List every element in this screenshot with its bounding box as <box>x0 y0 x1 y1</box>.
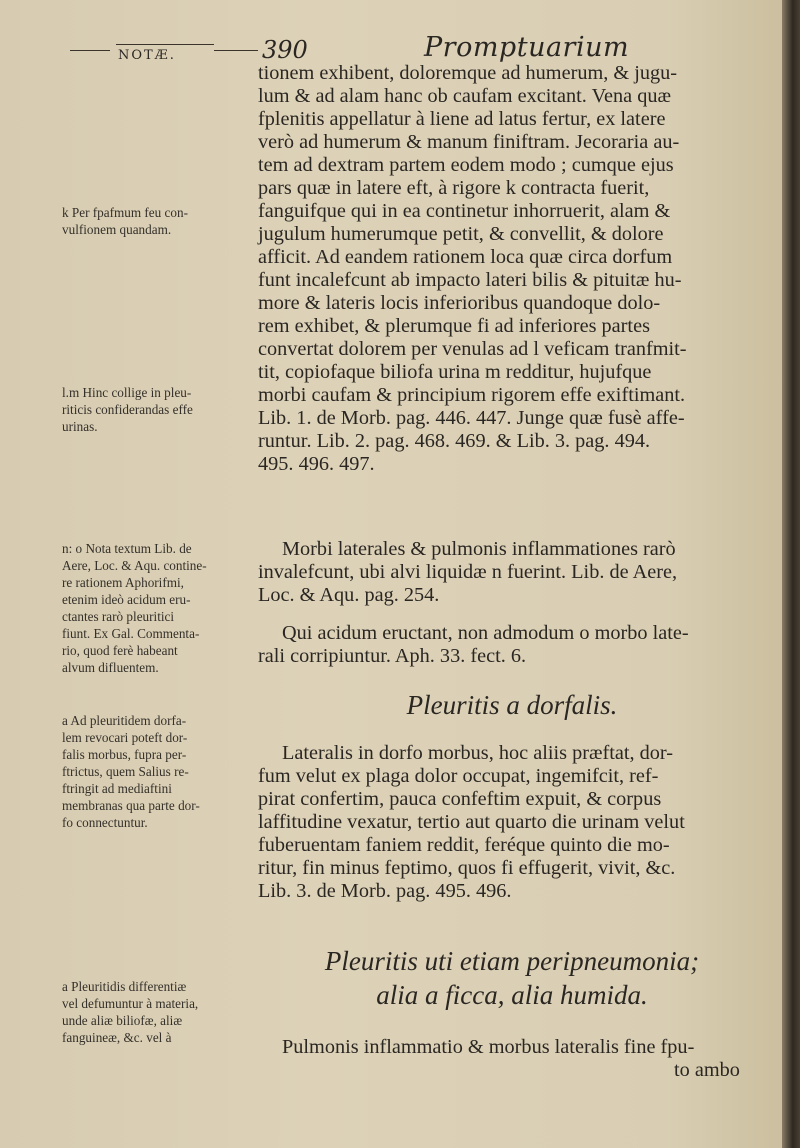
text-line: Lib. 3. de Morb. pag. 495. 496. <box>258 880 512 902</box>
paragraph-2 <box>258 538 766 607</box>
text-line: jugulum humerumque petit, & convellit, & dolore <box>258 223 664 245</box>
note-line: etenim ideò acidum eru- <box>62 592 191 607</box>
note-line: falis morbus, fupra per- <box>62 747 187 762</box>
note-line: ftrictus, quem Salius re- <box>62 764 189 779</box>
heading-text: Pleuritis uti etiam peripneumonia; <box>324 946 700 976</box>
note-line: vel defumuntur à materia, <box>62 996 199 1011</box>
note-line: l.m Hinc collige in pleu- <box>62 385 192 400</box>
paragraph-1 <box>258 62 766 476</box>
text-line: Qui acidum eructant, non admodum o morbo late- <box>282 622 689 644</box>
text-line: pirat confertim, pauca confeftim expuit, & corpus <box>258 788 662 810</box>
text-line: rem exhibet, & plerumque fi ad inferiores partes <box>258 315 650 337</box>
text-line: morbi caufam & principium rigorem effe exiftimant. <box>258 384 686 406</box>
text-line: Pulmonis inflammatio & morbus lateralis fine fpu- <box>282 1036 695 1058</box>
text-line: more & lateris locis inferioribus quandoque dolo- <box>258 292 661 314</box>
header-rule-left <box>70 50 110 51</box>
text-line: invalefcunt, ubi alvi liquidæ n fuerint. Lib. de Aere, <box>258 561 678 583</box>
text-line: 495. 496. 497. <box>258 453 375 475</box>
margin-note-a-dorsalis <box>62 712 260 831</box>
text-line: pars quæ in latere eft, à rigore k contracta fuerit, <box>258 177 650 199</box>
text-line: convertat dolorem per venulas ad l veficam tranfmit- <box>258 338 687 360</box>
paragraph-3 <box>258 622 766 668</box>
margin-note-no <box>62 540 260 676</box>
note-line: urinas. <box>62 419 98 434</box>
heading-pleuritis-sicca-humida <box>258 944 766 1012</box>
note-line: fiunt. Ex Gal. Commenta- <box>62 626 200 641</box>
heading-pleuritis-dorsalis <box>258 690 766 721</box>
note-line: alvum difluentem. <box>62 660 159 675</box>
text-line: tem ad dextram partem eodem modo ; cumque ejus <box>258 154 674 176</box>
text-line: fuberuentam faniem reddit, feréque quinto die mo- <box>258 834 670 856</box>
text-line: tionem exhibent, doloremque ad humerum, & jugu- <box>258 62 678 84</box>
margin-note-a-differentiae <box>62 978 260 1046</box>
note-line: membranas qua parte dor- <box>62 798 200 813</box>
text-line: rali corripiuntur. Aph. 33. fect. 6. <box>258 645 527 667</box>
text-line: lum & ad alam hanc ob caufam excitant. Vena quæ <box>258 85 672 107</box>
text-line: Morbi laterales & pulmonis inflammationes rarò <box>282 538 676 560</box>
note-line: ftringit ad mediaftini <box>62 781 172 796</box>
text-line: verò ad humerum & manum finiftram. Jecoraria au- <box>258 131 680 153</box>
paragraph-4 <box>258 742 766 903</box>
note-line: lem revocari poteft dor- <box>62 730 188 745</box>
note-line: a Ad pleuritidem dorfa- <box>62 713 187 728</box>
note-line: ctantes rarò pleuritici <box>62 609 175 624</box>
text-line: Lateralis in dorfo morbus, hoc aliis præftat, dor- <box>282 742 674 764</box>
text-line: afficit. Ad eandem rationem loca quæ circa dorfum <box>258 246 673 268</box>
heading-text: Pleuritis a dorfalis. <box>406 690 618 720</box>
note-line: riticis confiderandas effe <box>62 402 193 417</box>
text-line: runtur. Lib. 2. pag. 468. 469. & Lib. 3. pag. 494. <box>258 430 651 452</box>
note-line: Aere, Loc. & Aqu. contine- <box>62 558 207 573</box>
note-line: a Pleuritidis differentiæ <box>62 979 187 994</box>
page-number: 390 <box>262 36 308 64</box>
note-line: n: o Nota textum Lib. de <box>62 541 192 556</box>
note-line: k Per fpafmum feu con- <box>62 205 188 220</box>
heading-text: alia a ficca, alia humida. <box>376 980 648 1010</box>
note-line: unde aliæ biliofæ, aliæ <box>62 1013 183 1028</box>
text-line: tit, copiofaque biliofa urina m redditur, hujufque <box>258 361 652 383</box>
notae-label: NOTÆ. <box>118 48 176 63</box>
text-line: Lib. 1. de Morb. pag. 446. 447. Junge quæ fusè affe- <box>258 407 685 429</box>
note-line: re rationem Aphorifmi, <box>62 575 184 590</box>
margin-note-lm <box>62 384 260 435</box>
running-title: Promptuarium <box>424 32 630 63</box>
text-line: Loc. & Aqu. pag. 254. <box>258 584 440 606</box>
page-edge-shadow <box>782 0 800 1148</box>
note-line: rio, quod ferè habeant <box>62 643 178 658</box>
note-line: fanguineæ, &c. vel à <box>62 1030 172 1045</box>
margin-note-k <box>62 204 260 238</box>
text-line: laffitudine vexatur, tertio aut quarto die urinam velut <box>258 811 685 833</box>
text-line: fplenitis appellatur à liene ad latus fertur, ex latere <box>258 108 666 130</box>
text-line: funt incalefcunt ab impacto lateri bilis & pituitæ hu- <box>258 269 682 291</box>
header-rule-over-label <box>116 44 214 45</box>
text-line: fum velut ex plaga dolor occupat, ingemifcit, ref- <box>258 765 659 787</box>
note-line: fo connectuntur. <box>62 815 148 830</box>
text-line: fanguifque qui in ea continetur inhorruerit, alam & <box>258 200 671 222</box>
note-line: vulfionem quandam. <box>62 222 172 237</box>
header-rule-right <box>214 50 258 51</box>
paragraph-5 <box>258 1036 766 1082</box>
text-line: ritur, fin minus feptimo, quos fi effugerit, vivit, &c. <box>258 857 676 879</box>
text-line: to ambo <box>674 1059 740 1081</box>
